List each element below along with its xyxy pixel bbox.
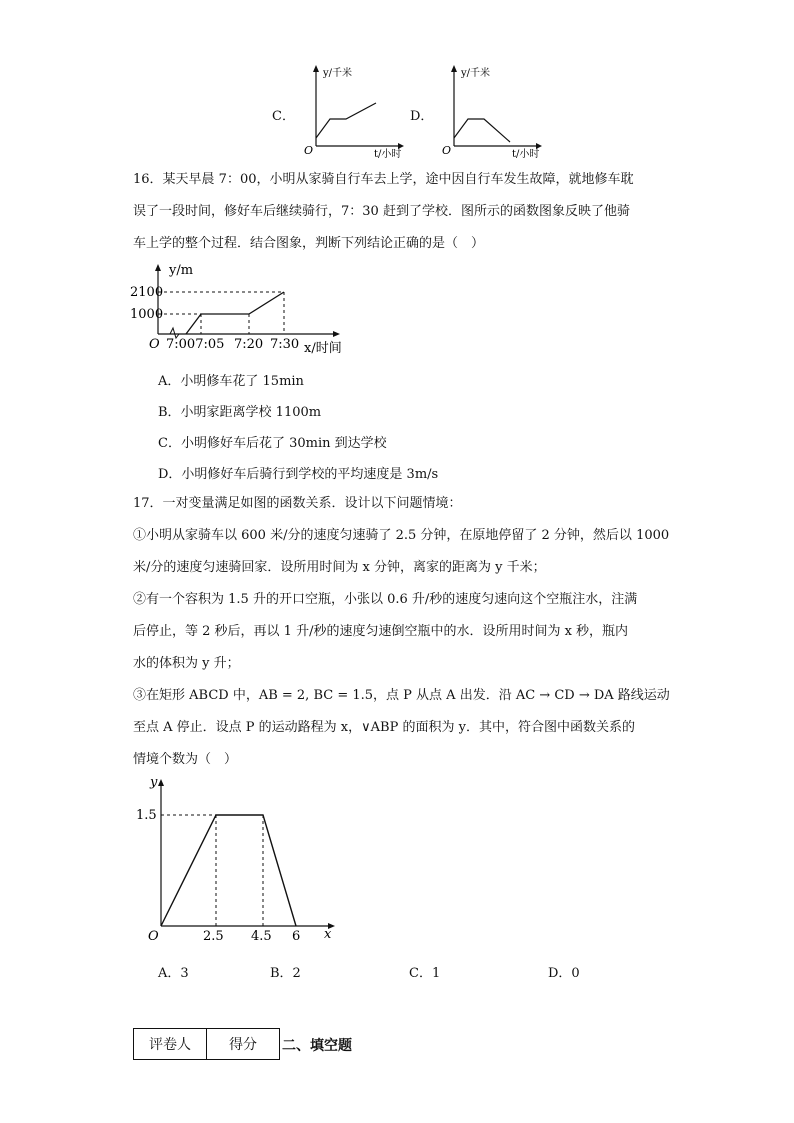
x-tick-7-20: 7:20 [234, 337, 264, 352]
x-tick-4-5: 4.5 [251, 929, 272, 944]
q17-scenario2-line1: ②有一个容积为 1.5 升的开口空瓶，小张以 0.6 升/秒的速度匀速向这个空瓶注水，注满 [133, 592, 638, 607]
origin-label: O [149, 337, 160, 352]
graph-option-c [298, 58, 408, 160]
q17-option-c: C．1 [409, 966, 441, 981]
q17-option-a: A．3 [158, 966, 189, 981]
y-tick-1-5: 1.5 [136, 808, 157, 823]
q17-scenario1-line2: 米/分的速度匀速骑回家．设所用时间为 x 分钟，离家的距离为 y 千米； [133, 560, 546, 575]
section-title: 二、填空题 [282, 1038, 352, 1054]
grading-table [133, 1028, 280, 1060]
x-tick-7-30: 7:30 [270, 337, 300, 352]
x-axis-label: t/小时 [374, 149, 402, 160]
y-axis-label: y/千米 [461, 68, 491, 79]
graph-option-d [436, 58, 546, 160]
x-tick-2-5: 2.5 [203, 929, 224, 944]
origin-label: O [148, 929, 159, 944]
q17-line1: 17．一对变量满足如图的函数关系．设计以下问题情境： [133, 496, 462, 511]
score-cell: 得分 [207, 1029, 280, 1060]
option-d-label: D． [410, 109, 434, 124]
q16-option-b: B．小明家距离学校 1100m [158, 405, 322, 420]
option-c-label: C． [272, 109, 295, 124]
origin-label: O [442, 144, 452, 157]
q16-line2: 误了一段时间，修好车后继续骑行，7：30 赶到了学校．图所示的函数图象反映了他骑 [133, 204, 630, 219]
q17-scenario1-line1: ①小明从家骑车以 600 米/分的速度匀速骑了 2.5 分钟，在原地停留了 2 分钟，然后以 1000 [133, 528, 670, 543]
q17-scenario2-line3: 水的体积为 y 升； [133, 656, 240, 671]
q16-graph [128, 262, 368, 358]
q17-graph [130, 768, 350, 948]
q17-scenario3-line1: ③在矩形 ABCD 中，AB = 2, BC = 1.5，点 P 从点 A 出发．沿 AC → CD → DA 路线运动 [133, 688, 670, 703]
grader-cell: 评卷人 [134, 1029, 207, 1060]
q17-option-b: B．2 [270, 966, 301, 981]
x-tick-6: 6 [292, 929, 301, 944]
q16-option-d: D．小明修好车后骑行到学校的平均速度是 3m/s [158, 467, 439, 482]
y-tick-2100: 2100 [130, 285, 164, 300]
q16-line1: 16．某天早晨 7：00，小明从家骑自行车去上学，途中因自行车发生故障，就地修车耽 [133, 172, 634, 187]
q17-scenario3-line2: 至点 A 停止．设点 P 的运动路程为 x，∨ABP 的面积为 y．其中，符合图中函数关系的 [133, 720, 635, 735]
q17-scenario3-line3: 情境个数为（ ） [133, 752, 238, 767]
y-axis-label: y [150, 775, 158, 790]
q16-line3: 车上学的整个过程．结合图象，判断下列结论正确的是（ ） [133, 236, 485, 251]
x-axis-label: x/时间 [304, 341, 342, 356]
q17-option-d: D．0 [548, 966, 580, 981]
q16-option-a: A．小明修车花了 15min [158, 374, 304, 389]
origin-label: O [304, 144, 314, 157]
y-axis-label: y/千米 [323, 68, 353, 79]
y-axis-label: y/m [169, 263, 194, 278]
q16-option-c: C．小明修好车后花了 30min 到达学校 [158, 436, 387, 451]
y-tick-1000: 1000 [130, 307, 164, 322]
x-axis-label: t/小时 [512, 149, 540, 160]
q17-scenario2-line2: 后停止，等 2 秒后，再以 1 升/秒的速度匀速倒空瓶中的水．设所用时间为 x 秒，瓶内 [133, 624, 629, 639]
x-tick-7-00-7-05: 7:007:05 [166, 337, 225, 352]
x-axis-label: x [324, 927, 332, 942]
